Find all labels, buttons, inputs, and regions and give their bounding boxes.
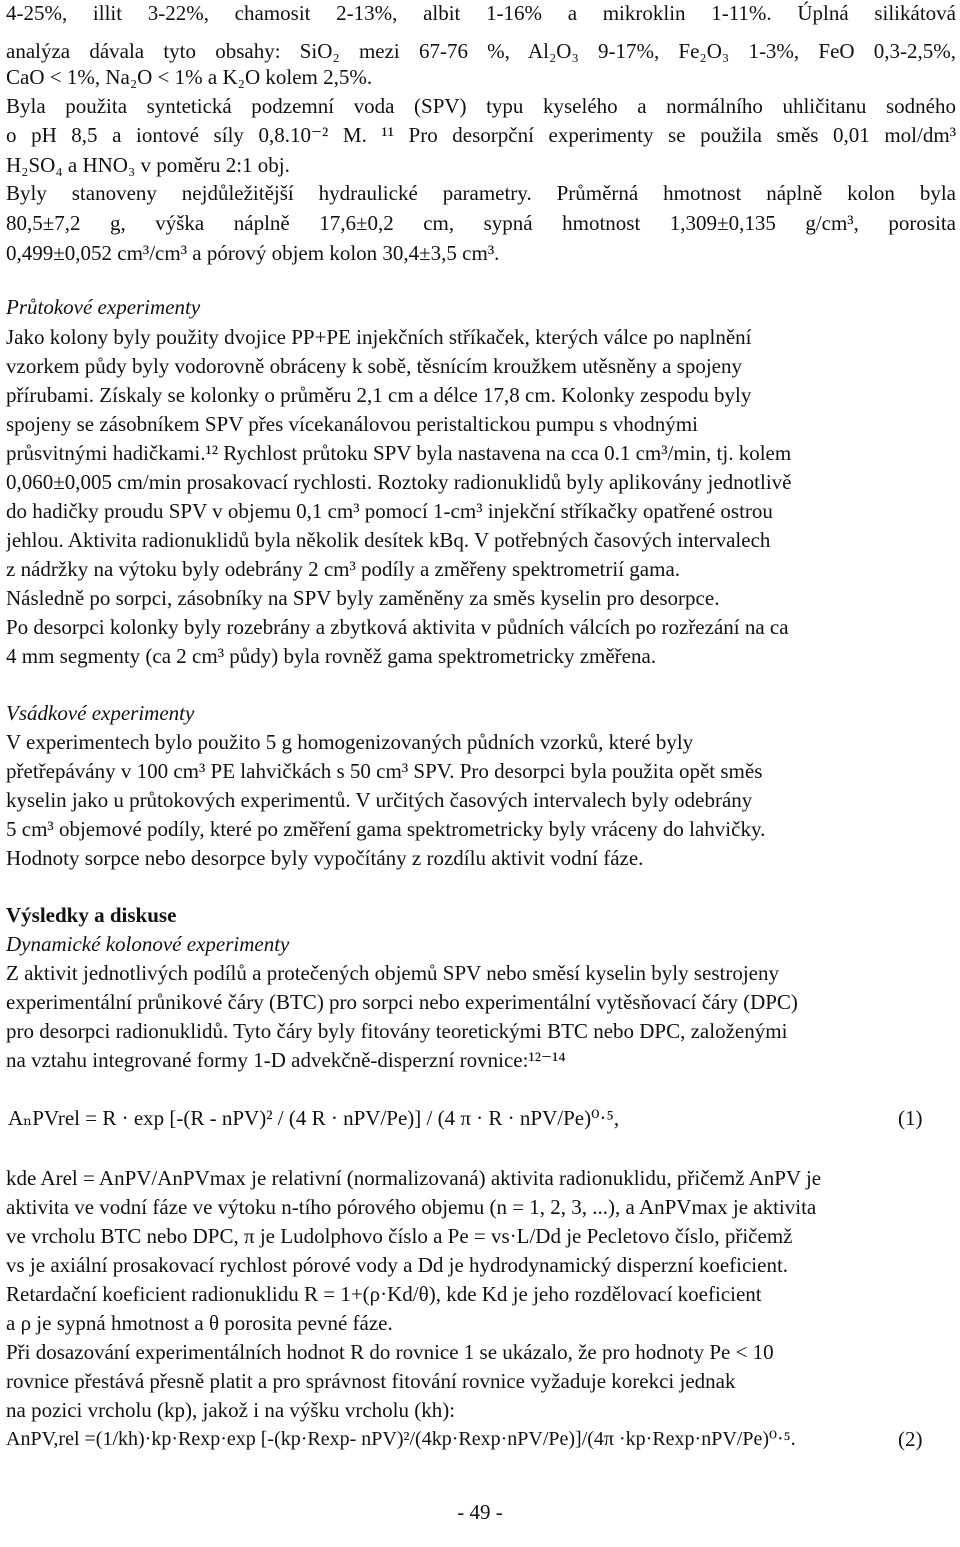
text-line: analýza dávala tyto obsahy: SiO₂ mezi 67-76 %, Al₂O₃ 9-17%, Fe₂O₃ 1-3%, FeO 0,3-2,5%,	[6, 39, 956, 63]
text-line: 4-25%, illit 3-22%, chamosit 2-13%, albit 1-16% a mikroklin 1-11%. Úplná silikátová	[6, 1, 956, 25]
page-number: - 49 -	[457, 1500, 503, 1524]
text-line: kyselin jako u průtokových experimentů. V určitých časových intervalech byly odebrány	[6, 788, 753, 812]
text-line: ve vrcholu BTC nebo DPC, π je Ludolphovo číslo a Pe = vs·L/Dd je Pecletovo číslo, přičemž	[6, 1224, 793, 1248]
text-line: experimentální průnikové čáry (BTC) pro sorpci nebo experimentální vytěsňovací čáry (DPC)	[6, 990, 798, 1014]
equation-1: AₙPVrel = R · exp [-(R - nPV)² / (4 R · nPV/Pe)] / (4 π · R · nPV/Pe)⁰·⁵,	[8, 1106, 620, 1130]
text-line: na pozici vrcholu (kp), jakož i na výšku vrcholu (kh):	[6, 1398, 456, 1422]
text-line: a ρ je sypná hmotnost a θ porosita pevné fáze.	[6, 1311, 393, 1335]
text-line: 4 mm segmenty (ca 2 cm³ půdy) byla rovněž gama spektrometricky změřena.	[6, 644, 657, 668]
text-line: Při dosazování experimentálních hodnot R do rovnice 1 se ukázalo, že pro hodnoty Pe < 10	[6, 1340, 774, 1364]
text-line: 5 cm³ objemové podíly, které po změření gama spektrometricky byly vráceny do lahvičky.	[6, 817, 766, 841]
text-line: aktivita ve vodní fáze ve výtoku n-tího pórového objemu (n = 1, 2, 3, ...), a AnPVmax je aktivita	[6, 1195, 817, 1219]
text-line: Retardační koeficient radionuklidu R = 1+(ρ·Kd/θ), kde Kd je jeho rozdělovací koeficient	[6, 1282, 762, 1306]
text-line: na vztahu integrované formy 1-D advekčně-disperzní rovnice:¹²⁻¹⁴	[6, 1048, 566, 1072]
text-line: o pH 8,5 a iontové síly 0,8.10⁻² M. ¹¹ Pro desorpční experimenty se použila směs 0,01 mol/dm³	[6, 123, 956, 147]
text-line: průsvitnými hadičkami.¹² Rychlost průtoku SPV byla nastavena na cca 0.1 cm³/min, tj. kolem	[6, 441, 792, 465]
text-line: Následně po sorpci, zásobníky na SPV byly zaměněny za směs kyselin pro desorpce.	[6, 586, 720, 610]
section-heading-batch: Vsádkové experimenty	[6, 701, 195, 725]
text-line: CaO < 1%, Na₂O < 1% a K₂O kolem 2,5%.	[6, 65, 373, 89]
text-line: Byla použita syntetická podzemní voda (SPV) typu kyselého a normálního uhličitanu sodného	[6, 94, 956, 118]
text-line: jehlou. Aktivita radionuklidů byla několik desítek kBq. V potřebných časových intervalech	[6, 528, 771, 552]
text-line: kde Arel = AnPV/AnPVmax je relativní (normalizovaná) aktivita radionuklidu, přičemž AnPV je	[6, 1166, 822, 1190]
section-heading-results: Výsledky a diskuse	[6, 903, 177, 927]
text-line: Jako kolony byly použity dvojice PP+PE injekčních stříkaček, kterých válce po naplnění	[6, 325, 752, 349]
section-heading-flow: Průtokové experimenty	[6, 295, 201, 319]
equation-2: AnPV,rel =(1/kh)·kp·Rexp·exp [-(kp·Rexp- nPV)²/(4kp·Rexp·nPV/Pe)]/(4π ·kp·Rexp·nPV/Pe)⁰·⁵.	[6, 1428, 796, 1450]
text-line: z nádržky na výtoku byly odebrány 2 cm³ podíly a změřeny spektrometrií gama.	[6, 557, 681, 581]
text-line: přírubami. Získaly se kolonky o průměru 2,1 cm a délce 17,8 cm. Kolonky zespodu byly	[6, 383, 752, 407]
equation-2-number: (2)	[898, 1427, 923, 1451]
text-line: Hodnoty sorpce nebo desorpce byly vypočítány z rozdílu aktivit vodní fáze.	[6, 846, 644, 870]
text-line: 0,499±0,052 cm³/cm³ a pórový objem kolon 30,4±3,5 cm³.	[6, 241, 500, 265]
text-line: 80,5±7,2 g, výška náplně 17,6±0,2 cm, sypná hmotnost 1,309±0,135 g/cm³, porosita	[6, 211, 956, 235]
text-line: V experimentech bylo použito 5 g homogenizovaných půdních vzorků, které byly	[6, 730, 694, 754]
text-line: vzorkem půdy byly vodorovně obráceny k sobě, těsnícím kroužkem utěsněny a spojeny	[6, 354, 742, 378]
text-line: do hadičky proudu SPV v objemu 0,1 cm³ pomocí 1-cm³ injekční stříkačky opatřené ostrou	[6, 499, 773, 523]
subsection-heading: Dynamické kolonové experimenty	[6, 932, 290, 956]
text-line: spojeny se zásobníkem SPV přes vícekanálovou peristaltickou pumpu s vhodnými	[6, 412, 698, 436]
text-line: Po desorpci kolonky byly rozebrány a zbytková aktivita v půdních válcích po rozřezání na ca	[6, 615, 789, 639]
text-line: Byly stanoveny nejdůležitější hydraulické parametry. Průměrná hmotnost náplně kolon byla	[6, 181, 956, 205]
equation-1-number: (1)	[898, 1106, 923, 1130]
text-line: 0,060±0,005 cm/min prosakovací rychlosti. Roztoky radionuklidů byly aplikovány jednotlivě	[6, 470, 792, 494]
text-line: přetřepávány v 100 cm³ PE lahvičkách s 50 cm³ SPV. Pro desorpci byla použita opět směs	[6, 759, 763, 783]
text-line: vs je axiální prosakovací rychlost pórové vody a Dd je hydrodynamický disperzní koeficient.	[6, 1253, 789, 1277]
text-line: Z aktivit jednotlivých podílů a protečených objemů SPV nebo směsí kyselin byly sestrojeny	[6, 961, 780, 985]
text-line: rovnice přestává přesně platit a pro správnost fitování rovnice vyžaduje korekci jednak	[6, 1369, 736, 1393]
text-line: pro desorpci radionuklidů. Tyto čáry byly fitovány teoretickými BTC nebo DPC, založenými	[6, 1019, 788, 1043]
text-line: H₂SO₄ a HNO₃ v poměru 2:1 obj.	[6, 153, 290, 177]
